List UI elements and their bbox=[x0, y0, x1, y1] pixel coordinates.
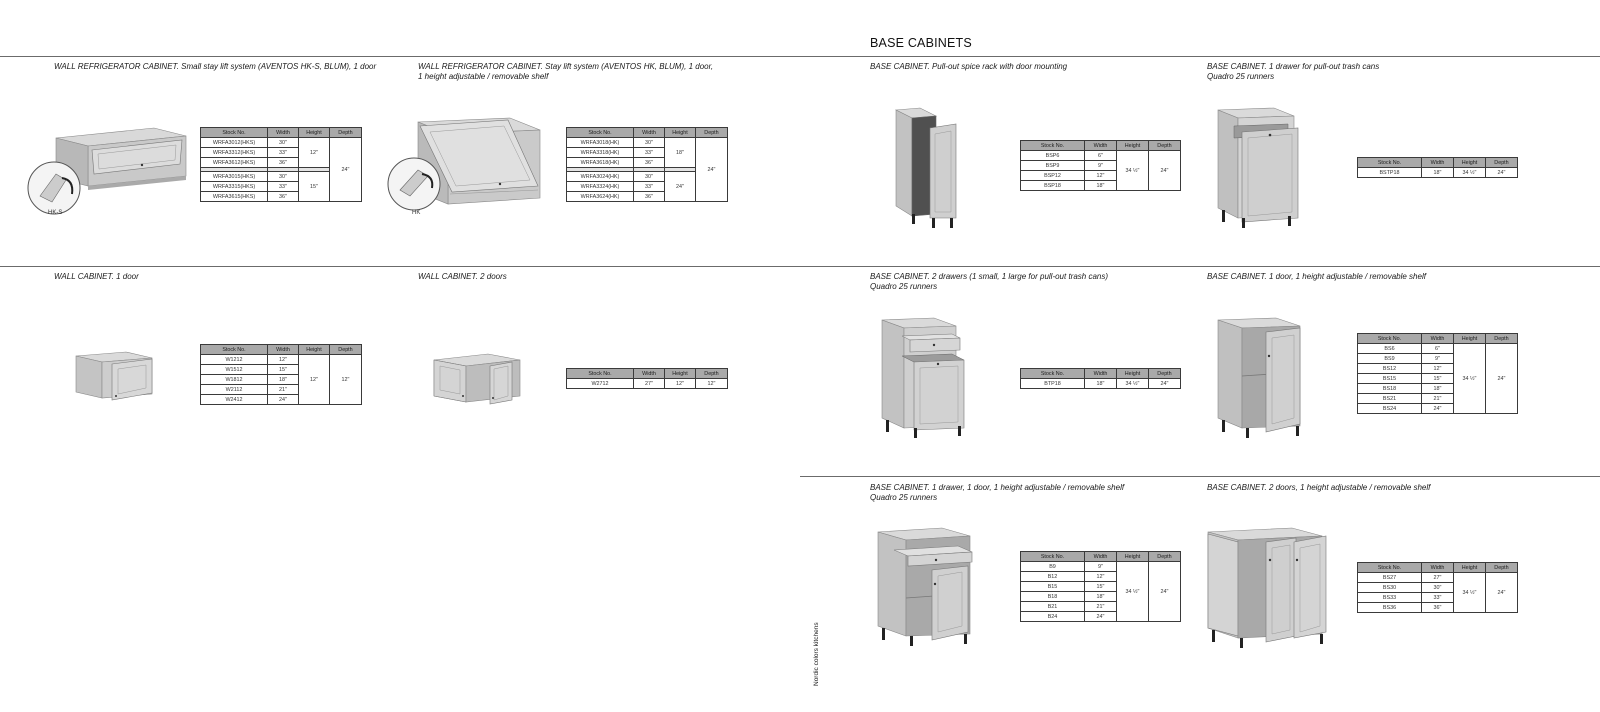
header-stock: Stock No. bbox=[1358, 563, 1422, 573]
width-cell: 6" bbox=[1422, 344, 1454, 354]
header-depth: Depth bbox=[1149, 369, 1181, 379]
caption-w1 bbox=[54, 272, 139, 282]
height-cell: 18" bbox=[665, 138, 696, 168]
wall-cabinet-2-doors-image bbox=[432, 352, 528, 408]
header-stock: Stock No. bbox=[1021, 369, 1085, 379]
header-stock: Stock No. bbox=[201, 128, 268, 138]
header-stock: Stock No. bbox=[567, 369, 634, 379]
stock-cell: WRFA3315(HKS) bbox=[201, 182, 268, 192]
header-height: Height bbox=[1454, 334, 1486, 344]
header-stock: Stock No. bbox=[1358, 334, 1422, 344]
stock-cell: BSP9 bbox=[1021, 161, 1085, 171]
header-width: Width bbox=[1085, 552, 1117, 562]
stock-cell: W1812 bbox=[201, 375, 268, 385]
width-cell: 27" bbox=[634, 379, 665, 389]
width-cell: 21" bbox=[1085, 602, 1117, 612]
stock-cell: BS12 bbox=[1358, 364, 1422, 374]
height-cell: 34 ½" bbox=[1117, 379, 1149, 389]
width-cell: 30" bbox=[634, 138, 665, 148]
table-header-row bbox=[1021, 552, 1181, 562]
header-height: Height bbox=[1117, 552, 1149, 562]
bsp-spec-table bbox=[1020, 140, 1181, 191]
table-row bbox=[1021, 151, 1181, 161]
stock-cell: WRFA3018(HK) bbox=[567, 138, 634, 148]
header-width: Width bbox=[1422, 563, 1454, 573]
base-cabinet-2-doors-image bbox=[1204, 526, 1334, 652]
header-depth: Depth bbox=[1486, 334, 1518, 344]
depth-cell: 12" bbox=[696, 379, 728, 389]
width-cell: 36" bbox=[634, 192, 665, 202]
stock-cell: WRFA3612(HKS) bbox=[201, 158, 268, 168]
header-depth: Depth bbox=[330, 345, 362, 355]
header-stock: Stock No. bbox=[1021, 141, 1085, 151]
stock-cell: BS33 bbox=[1358, 593, 1422, 603]
hks-label: HK-S bbox=[48, 210, 63, 216]
stock-cell: BS9 bbox=[1358, 354, 1422, 364]
table-row bbox=[1358, 573, 1518, 583]
stock-cell: BSTP18 bbox=[1358, 168, 1422, 178]
depth-cell: 24" bbox=[696, 138, 728, 202]
header-height: Height bbox=[1117, 141, 1149, 151]
depth-cell: 24" bbox=[1149, 151, 1181, 191]
stock-cell: BS36 bbox=[1358, 603, 1422, 613]
stock-cell: BS27 bbox=[1358, 573, 1422, 583]
table-row bbox=[1358, 168, 1518, 178]
width-cell: 18" bbox=[1422, 168, 1454, 178]
header-depth: Depth bbox=[696, 128, 728, 138]
caption-bsd bbox=[1207, 483, 1430, 493]
header-depth: Depth bbox=[696, 369, 728, 379]
table-row bbox=[567, 138, 728, 148]
width-cell: 24" bbox=[1422, 404, 1454, 414]
width-cell: 18" bbox=[268, 375, 299, 385]
width-cell: 36" bbox=[268, 192, 299, 202]
depth-cell: 24" bbox=[1486, 344, 1518, 414]
header-depth: Depth bbox=[1149, 552, 1181, 562]
depth-cell: 24" bbox=[1486, 168, 1518, 178]
width-cell: 18" bbox=[1085, 181, 1117, 191]
header-stock: Stock No. bbox=[1358, 158, 1422, 168]
width-cell: 33" bbox=[1422, 593, 1454, 603]
width-cell: 12" bbox=[1085, 171, 1117, 181]
base-cabinet-spice-rack-image bbox=[892, 106, 972, 230]
stock-cell: BS18 bbox=[1358, 384, 1422, 394]
stock-cell: W2412 bbox=[201, 395, 268, 405]
base-cabinet-1-door-image bbox=[1214, 316, 1320, 442]
header-stock: Stock No. bbox=[567, 128, 634, 138]
header-stock: Stock No. bbox=[201, 345, 268, 355]
width-cell: 21" bbox=[1422, 394, 1454, 404]
width-cell: 12" bbox=[1422, 364, 1454, 374]
width-cell: 36" bbox=[634, 158, 665, 168]
top-divider bbox=[0, 56, 1600, 57]
caption-line: WALL REFRIGERATOR CABINET. Small stay lift system (AVENTOS HK-S, BLUM), 1 door bbox=[54, 62, 377, 71]
w1-spec-table bbox=[200, 344, 362, 405]
width-cell: 24" bbox=[1085, 612, 1117, 622]
caption-b bbox=[870, 483, 1124, 503]
height-cell: 15" bbox=[299, 172, 330, 202]
width-cell: 27" bbox=[1422, 573, 1454, 583]
height-cell: 24" bbox=[665, 172, 696, 202]
base-cabinet-drawer-door-image bbox=[874, 526, 990, 652]
caption-line: BASE CABINET. 2 drawers (1 small, 1 large for pull-out trash cans) bbox=[870, 272, 1109, 281]
stock-cell: BS6 bbox=[1358, 344, 1422, 354]
header-height: Height bbox=[1454, 158, 1486, 168]
table-header-row bbox=[201, 345, 362, 355]
table-row bbox=[1358, 344, 1518, 354]
bsd-spec-table bbox=[1357, 562, 1518, 613]
width-cell: 33" bbox=[634, 182, 665, 192]
header-height: Height bbox=[665, 128, 696, 138]
stock-cell: WRFA3624(HK) bbox=[567, 192, 634, 202]
stock-cell: WRFA3318(HK) bbox=[567, 148, 634, 158]
depth-cell: 12" bbox=[330, 355, 362, 405]
stock-cell: BS21 bbox=[1358, 394, 1422, 404]
wall-refrigerator-cabinet-hks-image bbox=[26, 122, 196, 222]
width-cell: 15" bbox=[268, 365, 299, 375]
depth-cell: 24" bbox=[330, 138, 362, 202]
width-cell: 12" bbox=[1085, 572, 1117, 582]
header-height: Height bbox=[665, 369, 696, 379]
b-spec-table bbox=[1020, 551, 1181, 622]
caption-line: Quadro 25 runners bbox=[1207, 72, 1275, 81]
wrfa-hks-spec-table bbox=[200, 127, 362, 202]
caption-line: WALL REFRIGERATOR CABINET. Stay lift system (AVENTOS HK, BLUM), 1 door, bbox=[418, 62, 714, 71]
header-width: Width bbox=[1085, 369, 1117, 379]
table-header-row bbox=[567, 128, 728, 138]
header-depth: Depth bbox=[1149, 141, 1181, 151]
caption-wrfa-hk bbox=[418, 62, 713, 82]
caption-line: Quadro 25 runners bbox=[870, 282, 938, 291]
btp-spec-table bbox=[1020, 368, 1181, 389]
hk-label: HK bbox=[412, 210, 421, 216]
width-cell: 6" bbox=[1085, 151, 1117, 161]
width-cell: 12" bbox=[268, 355, 299, 365]
bstp-spec-table bbox=[1357, 157, 1518, 178]
stock-cell: WRFA3324(HK) bbox=[567, 182, 634, 192]
width-cell: 18" bbox=[1085, 379, 1117, 389]
table-row bbox=[201, 138, 362, 148]
header-height: Height bbox=[1117, 369, 1149, 379]
caption-bs bbox=[1207, 272, 1426, 282]
wall-cabinet-1-door-image bbox=[72, 350, 158, 406]
height-cell: 34 ½" bbox=[1117, 151, 1149, 191]
stock-cell: WRFA3015(HKS) bbox=[201, 172, 268, 182]
table-header-row bbox=[1021, 369, 1181, 379]
height-cell: 34 ½" bbox=[1454, 168, 1486, 178]
stock-cell: BSP18 bbox=[1021, 181, 1085, 191]
height-cell: 34 ½" bbox=[1454, 573, 1486, 613]
width-cell: 9" bbox=[1085, 161, 1117, 171]
height-cell: 12" bbox=[665, 379, 696, 389]
height-cell: 34 ½" bbox=[1454, 344, 1486, 414]
header-width: Width bbox=[1422, 334, 1454, 344]
stock-cell: WRFA3618(HK) bbox=[567, 158, 634, 168]
stock-cell: BS30 bbox=[1358, 583, 1422, 593]
middle-divider bbox=[0, 266, 1600, 267]
stock-cell: B15 bbox=[1021, 582, 1085, 592]
width-cell: 30" bbox=[268, 172, 299, 182]
table-header-row bbox=[1358, 563, 1518, 573]
width-cell: 15" bbox=[1085, 582, 1117, 592]
stock-cell: BS24 bbox=[1358, 404, 1422, 414]
table-header-row bbox=[1358, 334, 1518, 344]
header-width: Width bbox=[1422, 158, 1454, 168]
caption-line: BASE CABINET. 1 door, 1 height adjustable / removable shelf bbox=[1207, 272, 1426, 281]
width-cell: 33" bbox=[268, 182, 299, 192]
caption-w2 bbox=[418, 272, 507, 282]
lower-divider bbox=[800, 476, 1600, 477]
caption-wrfa-hks bbox=[54, 62, 376, 72]
base-cabinet-2-drawers-image bbox=[878, 316, 988, 442]
w2-spec-table bbox=[566, 368, 728, 389]
width-cell: 33" bbox=[634, 148, 665, 158]
depth-cell: 24" bbox=[1149, 562, 1181, 622]
base-cabinet-trash-drawer-image bbox=[1212, 106, 1322, 230]
header-width: Width bbox=[268, 345, 299, 355]
width-cell: 18" bbox=[1085, 592, 1117, 602]
stock-cell: W2712 bbox=[567, 379, 634, 389]
header-depth: Depth bbox=[330, 128, 362, 138]
caption-bsp bbox=[870, 62, 1067, 72]
stock-cell: BSP6 bbox=[1021, 151, 1085, 161]
stock-cell: B24 bbox=[1021, 612, 1085, 622]
stock-cell: BS15 bbox=[1358, 374, 1422, 384]
stock-cell: W1512 bbox=[201, 365, 268, 375]
stock-cell: WRFA3615(HKS) bbox=[201, 192, 268, 202]
header-width: Width bbox=[268, 128, 299, 138]
width-cell: 9" bbox=[1085, 562, 1117, 572]
table-header-row bbox=[201, 128, 362, 138]
stock-cell: BSP12 bbox=[1021, 171, 1085, 181]
height-cell: 12" bbox=[299, 138, 330, 168]
caption-btp bbox=[870, 272, 1108, 292]
header-depth: Depth bbox=[1486, 158, 1518, 168]
stock-cell: WRFA3012(HKS) bbox=[201, 138, 268, 148]
width-cell: 21" bbox=[268, 385, 299, 395]
wrfa-hk-spec-table bbox=[566, 127, 728, 202]
width-cell: 30" bbox=[1422, 583, 1454, 593]
depth-cell: 24" bbox=[1149, 379, 1181, 389]
stock-cell: WRFA3024(HK) bbox=[567, 172, 634, 182]
stock-cell: W2112 bbox=[201, 385, 268, 395]
header-width: Width bbox=[634, 128, 665, 138]
header-width: Width bbox=[1085, 141, 1117, 151]
header-stock: Stock No. bbox=[1021, 552, 1085, 562]
stock-cell: WRFA3312(HKS) bbox=[201, 148, 268, 158]
width-cell: 15" bbox=[1422, 374, 1454, 384]
depth-cell: 24" bbox=[1486, 573, 1518, 613]
header-width: Width bbox=[634, 369, 665, 379]
width-cell: 33" bbox=[268, 148, 299, 158]
width-cell: 30" bbox=[634, 172, 665, 182]
width-cell: 36" bbox=[268, 158, 299, 168]
caption-bstp bbox=[1207, 62, 1379, 82]
caption-line: BASE CABINET. Pull-out spice rack with door mounting bbox=[870, 62, 1068, 71]
caption-line: 1 height adjustable / removable shelf bbox=[418, 72, 549, 81]
width-cell: 36" bbox=[1422, 603, 1454, 613]
height-cell: 34 ½" bbox=[1117, 562, 1149, 622]
wall-refrigerator-cabinet-hk-image bbox=[390, 112, 565, 222]
stock-cell: B12 bbox=[1021, 572, 1085, 582]
stock-cell: B18 bbox=[1021, 592, 1085, 602]
table-row bbox=[201, 355, 362, 365]
stock-cell: W1212 bbox=[201, 355, 268, 365]
stock-cell: B21 bbox=[1021, 602, 1085, 612]
table-row bbox=[1021, 562, 1181, 572]
width-cell: 24" bbox=[268, 395, 299, 405]
header-height: Height bbox=[299, 128, 330, 138]
bs-spec-table bbox=[1357, 333, 1518, 414]
caption-line: BASE CABINET. 1 drawer, 1 door, 1 height adjustable / removable shelf bbox=[870, 483, 1125, 492]
header-height: Height bbox=[1454, 563, 1486, 573]
caption-line: WALL CABINET. 2 doors bbox=[418, 272, 507, 281]
table-header-row bbox=[567, 369, 728, 379]
side-label: Nordic colors kitchens bbox=[813, 622, 820, 686]
width-cell: 9" bbox=[1422, 354, 1454, 364]
height-cell: 12" bbox=[299, 355, 330, 405]
caption-line: BASE CABINET. 2 doors, 1 height adjustable / removable shelf bbox=[1207, 483, 1431, 492]
table-row bbox=[1021, 379, 1181, 389]
header-depth: Depth bbox=[1486, 563, 1518, 573]
table-header-row bbox=[1358, 158, 1518, 168]
stock-cell: BTP18 bbox=[1021, 379, 1085, 389]
stock-cell: B9 bbox=[1021, 562, 1085, 572]
header-height: Height bbox=[299, 345, 330, 355]
table-row bbox=[567, 379, 728, 389]
width-cell: 30" bbox=[268, 138, 299, 148]
caption-line: WALL CABINET. 1 door bbox=[54, 272, 139, 281]
table-header-row bbox=[1021, 141, 1181, 151]
caption-line: BASE CABINET. 1 drawer for pull-out trash cans bbox=[1207, 62, 1380, 71]
caption-line: Quadro 25 runners bbox=[870, 493, 938, 502]
width-cell: 18" bbox=[1422, 384, 1454, 394]
page-title: BASE CABINETS bbox=[870, 36, 972, 50]
